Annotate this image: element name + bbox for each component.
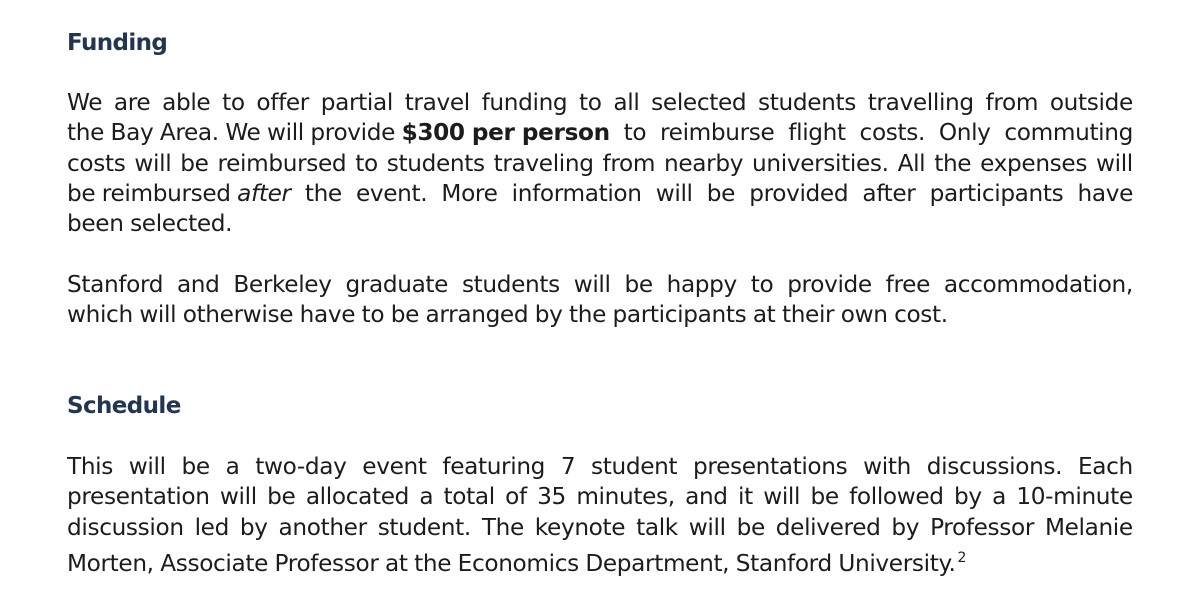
word: a: [992, 483, 1006, 511]
word: will: [688, 513, 726, 541]
word: are: [113, 89, 151, 116]
schedule-line-2: [67, 482, 1133, 512]
word: a: [419, 483, 434, 511]
word: delivered: [775, 513, 881, 541]
word: 35: [537, 483, 566, 511]
word: Professor: [930, 513, 1035, 541]
word: Each: [1077, 453, 1133, 480]
word: another: [278, 513, 367, 541]
word: and: [176, 271, 220, 298]
word: 10-minute: [1016, 483, 1133, 511]
word: nearby: [664, 149, 744, 177]
word: by: [891, 513, 920, 541]
funding-line-2-text-a: the Bay Area. We will provide: [67, 119, 402, 147]
funding-line-4: [67, 179, 1133, 209]
word: presentations: [693, 453, 848, 480]
word: student: [591, 453, 678, 480]
word: followed: [849, 483, 944, 511]
word: This: [67, 453, 113, 480]
word: keynote: [534, 513, 626, 541]
word: will: [134, 149, 172, 177]
word: of: [505, 483, 527, 511]
word: and: [685, 483, 728, 511]
schedule-heading: Schedule: [67, 393, 181, 419]
word: be: [624, 271, 653, 298]
accommodation-paragraph: [67, 270, 1133, 331]
word: offer: [256, 89, 309, 116]
schedule-line-3: [67, 513, 1133, 543]
word: be: [736, 513, 765, 541]
word: be: [810, 483, 839, 511]
word: presentation: [67, 483, 210, 511]
word: reimbursed: [217, 149, 347, 177]
word: funding: [481, 89, 568, 116]
word: Stanford: [67, 271, 164, 298]
funding-line-2-text-b: to reimburse flight costs. Only commuting: [609, 119, 1133, 147]
word: all: [613, 89, 640, 116]
funding-line-3: [67, 149, 1133, 179]
word: students: [758, 89, 856, 116]
word: student.: [377, 513, 471, 541]
word: selected: [651, 89, 747, 116]
word: with: [863, 453, 911, 480]
word: a: [225, 453, 240, 480]
word: the: [934, 149, 972, 177]
funding-line-1: [67, 88, 1133, 118]
word: allocated: [305, 483, 409, 511]
accommodation-line-2: which will otherwise have to be arranged by the participants at their own cost.: [67, 301, 948, 329]
word: traveling: [493, 149, 594, 177]
word: travelling: [867, 89, 974, 116]
word: led: [194, 513, 229, 541]
word: talk: [636, 513, 678, 541]
word: 7: [560, 453, 576, 480]
funding-heading: Funding: [67, 30, 168, 56]
word: The: [481, 513, 524, 541]
word: be: [180, 149, 209, 177]
word: partial: [320, 89, 393, 116]
word: two-day: [255, 453, 347, 480]
funding-line-2: [67, 118, 1133, 148]
word: will: [219, 483, 257, 511]
word: to: [222, 89, 245, 116]
schedule-paragraph: [67, 452, 1133, 579]
funding-paragraph: [67, 88, 1133, 239]
word: students: [461, 271, 560, 298]
word: to: [750, 271, 774, 298]
word: will: [128, 453, 166, 480]
word: be: [181, 453, 210, 480]
word: universities.: [752, 149, 889, 177]
funding-line-4-text-b: the event. More information will be provided after participants have: [290, 179, 1133, 207]
word: outside: [1049, 89, 1133, 116]
word: students: [386, 149, 485, 177]
word: able: [162, 89, 211, 116]
word: featuring: [442, 453, 546, 480]
word: accommodation,: [943, 271, 1133, 298]
word: We: [67, 89, 103, 116]
word: total: [443, 483, 495, 511]
word: by: [954, 483, 982, 511]
funding-line-4-text-a: be reimbursed: [67, 179, 238, 207]
word: Melanie: [1044, 513, 1133, 541]
word: to: [355, 149, 378, 177]
word: travel: [404, 89, 470, 116]
word: from: [985, 89, 1039, 116]
schedule-line-4: [67, 543, 1133, 579]
word: to: [579, 89, 602, 116]
schedule-line-4-text: Morten, Associate Professor at the Economics Department, Stanford University.: [67, 549, 956, 577]
funding-line-5: been selected.: [67, 210, 233, 238]
word: be: [267, 483, 296, 511]
footnote-reference[interactable]: 2: [957, 549, 967, 566]
word: it: [738, 483, 753, 511]
word: discussion: [67, 513, 184, 541]
schedule-line-1: [67, 452, 1133, 482]
word: minutes,: [576, 483, 675, 511]
word: will: [573, 271, 611, 298]
word: will: [763, 483, 801, 511]
word: Berkeley: [233, 271, 332, 298]
word: costs: [67, 149, 126, 177]
word: free: [885, 271, 930, 298]
word: All: [897, 149, 926, 177]
accommodation-line-1: [67, 270, 1133, 300]
word: event: [362, 453, 427, 480]
word: will: [1095, 149, 1133, 177]
word: graduate: [345, 271, 449, 298]
funding-after-word: after: [237, 179, 291, 207]
funding-amount: $300 per person: [401, 119, 610, 147]
word: provide: [787, 271, 872, 298]
word: expenses: [980, 149, 1088, 177]
word: from: [602, 149, 656, 177]
word: discussions.: [926, 453, 1063, 480]
word: happy: [666, 271, 737, 298]
word: by: [239, 513, 268, 541]
